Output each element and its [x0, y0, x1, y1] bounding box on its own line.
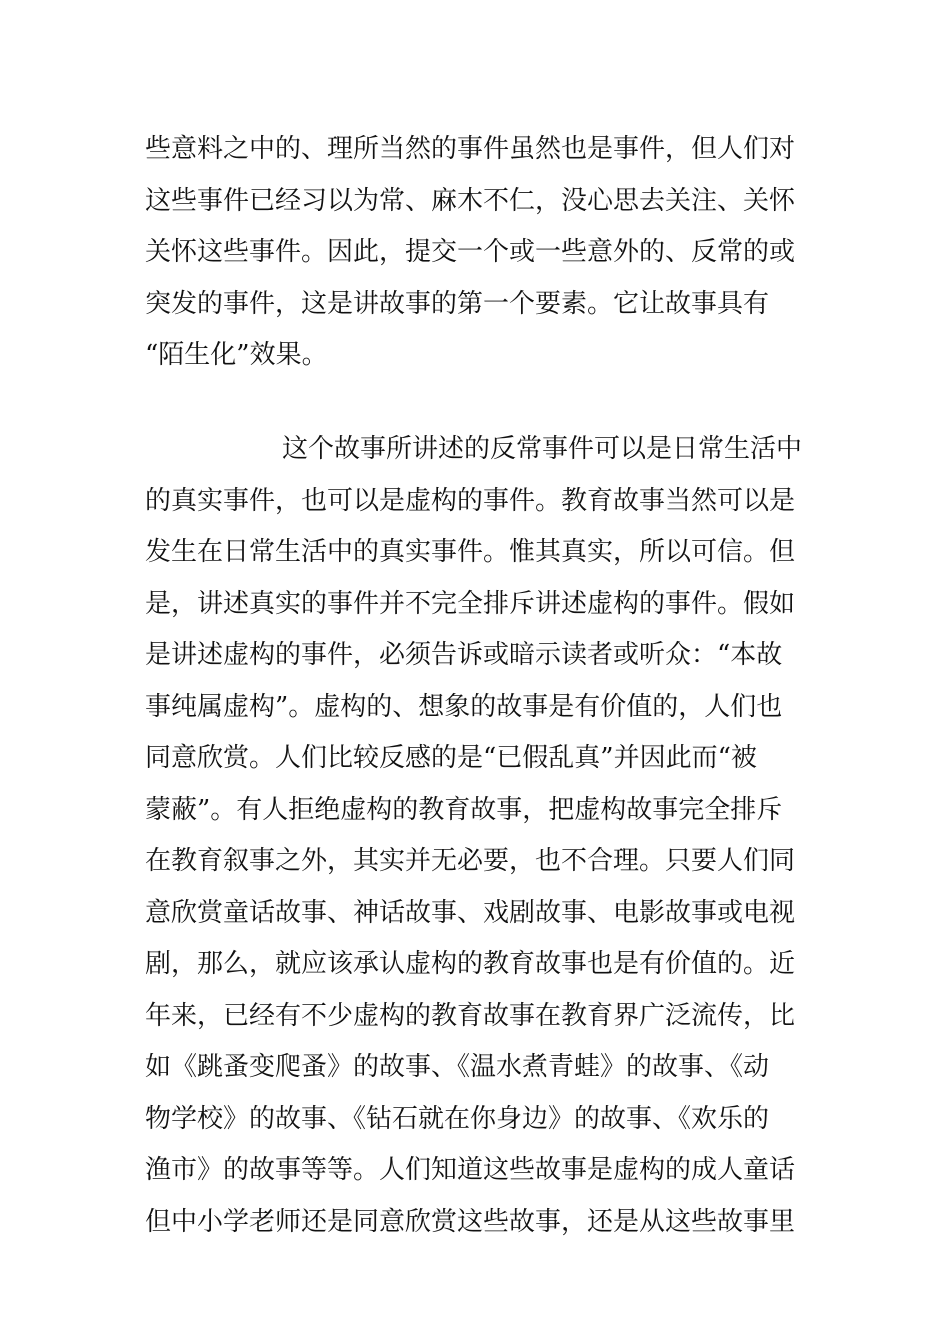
- text-line: 但中小学老师还是同意欣赏这些故事，还是从这些故事里: [145, 1206, 796, 1237]
- text-line-indented: 这个故事所讲述的反常事件可以是日常生活中: [282, 434, 803, 464]
- text-line: 意欣赏童话故事、神话故事、戏剧故事、电影故事或电视: [145, 897, 796, 928]
- text-line: 关怀这些事件。因此，提交一个或一些意外的、反常的或: [145, 237, 796, 267]
- text-line: 突发的事件，这是讲故事的第一个要素。它让故事具有: [145, 288, 770, 319]
- paragraph-2: [145, 424, 810, 1248]
- text-line: 事纯属虚构”。虚构的、想象的故事是有价值的，人们也: [145, 691, 783, 722]
- text-line: 的真实事件，也可以是虚构的事件。教育故事当然可以是: [145, 485, 796, 516]
- text-line: 些意料之中的、理所当然的事件虽然也是事件，但人们对: [145, 134, 796, 164]
- text-line: “陌生化”效果。: [145, 340, 328, 370]
- text-line: 是讲述虚构的事件，必须告诉或暗示读者或听众：“本故: [145, 640, 783, 670]
- text-line: 剧，那么，就应该承认虚构的教育故事也是有价值的。近: [145, 949, 796, 979]
- text-line: 蒙蔽”。有人拒绝虚构的教育故事，把虚构故事完全排斥: [145, 794, 783, 825]
- text-line: 年来，已经有不少虚构的教育故事在教育界广泛流传，比: [145, 1000, 796, 1031]
- text-line: 渔市》的故事等等。人们知道这些故事是虚构的成人童话: [145, 1155, 796, 1185]
- paragraph-1: [145, 124, 810, 382]
- text-line: 是，讲述真实的事件并不完全排斥讲述虚构的事件。假如: [145, 588, 796, 619]
- text-line: 发生在日常生活中的真实事件。惟其真实，所以可信。但: [145, 537, 796, 567]
- text-line: 同意欣赏。人们比较反感的是“已假乱真”并因此而“被: [145, 743, 757, 773]
- text-line: 在教育叙事之外，其实并无必要，也不合理。只要人们同: [145, 846, 796, 876]
- text-line: 这些事件已经习以为常、麻木不仁，没心思去关注、关怀: [145, 185, 796, 216]
- text-line: 如《跳蚤变爬蚤》的故事、《温水煮青蛙》的故事、《动: [145, 1052, 770, 1082]
- text-line: 物学校》的故事、《钻石就在你身边》的故事、《欢乐的: [145, 1103, 770, 1134]
